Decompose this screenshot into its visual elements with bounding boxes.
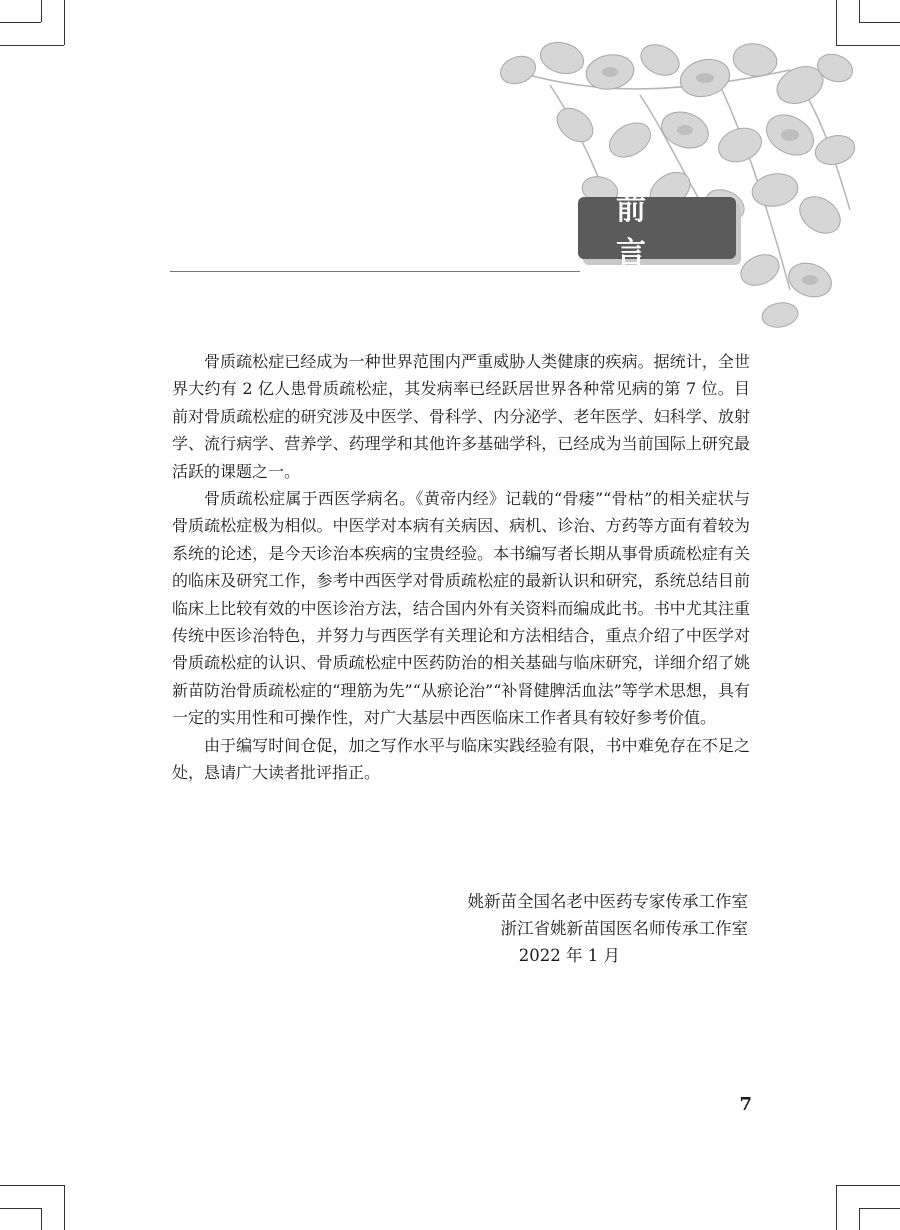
crop-mark (41, 1208, 42, 1230)
crop-mark (0, 22, 41, 23)
crop-mark (859, 0, 860, 22)
crop-mark (0, 45, 64, 46)
title-divider (170, 271, 580, 272)
paragraph: 由于编写时间仓促，加之写作水平与临床实践经验有限，书中难免存在不足之处，恳请广大读者批评指正。 (172, 735, 750, 783)
crop-mark (0, 1208, 41, 1209)
signature-block (380, 888, 748, 969)
page-number: 7 (739, 1094, 752, 1115)
signature-line: 浙江省姚新苗国医名师传承工作室 (500, 919, 748, 938)
crop-mark (836, 1185, 837, 1230)
preface-body (172, 348, 750, 787)
crop-mark (859, 1208, 900, 1209)
signature-line: 姚新苗全国名老中医药专家传承工作室 (467, 892, 748, 911)
crop-mark (64, 1185, 65, 1230)
paragraph: 骨质疏松症属于西医学病名。《黄帝内经》记载的“骨痿”“骨枯”的相关症状与骨质疏松症极为相似。中医学对本病有关病因、病机、诊治、方药等方面有着较为系统的论述，是今天诊治本疾病的宝贵经验。本书编写者长期从事骨质疏松症有关的临床及研究工作，参考中西医学对骨质疏松症的最新认识和研究，系统总结目前临床上比较有效的中医诊治方法，结合国内外有关资料而编成此书。书中尤其注重传统中医诊治特色，并努力与西医学有关理论和方法相结合，重点介绍了中医学对骨质疏松症的认识、骨质疏松症中医药防治的相关基础与临床研究，详细介绍了姚新苗防治骨质疏松症的“理筋为先”“从瘀论治”“补肾健脾活血法”等学术思想，具有一定的实用性和可操作性，对广大基层中西医临床工作者具有较好参考价值。 (172, 489, 750, 728)
crop-mark (859, 1208, 860, 1230)
crop-mark (859, 22, 900, 23)
signature-date: 2022 年 1 月 (518, 946, 620, 965)
crop-mark (0, 1185, 64, 1186)
leaf-decoration-icon (490, 30, 860, 330)
page-title: 前言 (578, 197, 736, 259)
crop-mark (64, 0, 65, 45)
crop-mark (836, 1185, 900, 1186)
crop-mark (41, 0, 42, 22)
paragraph: 骨质疏松症已经成为一种世界范围内严重威胁人类健康的疾病。据统计，全世界大约有 2 亿人患骨质疏松症，其发病率已经跃居世界各种常见病的第 7 位。目前对骨质疏松症的研究涉及中医学、骨科学、内分泌学、老年医学、妇科学、放射学、流行病学、营养学、药理学和其他许多基础学科，已经成为当前国际上研究最活跃的课题之一。 (172, 352, 750, 481)
